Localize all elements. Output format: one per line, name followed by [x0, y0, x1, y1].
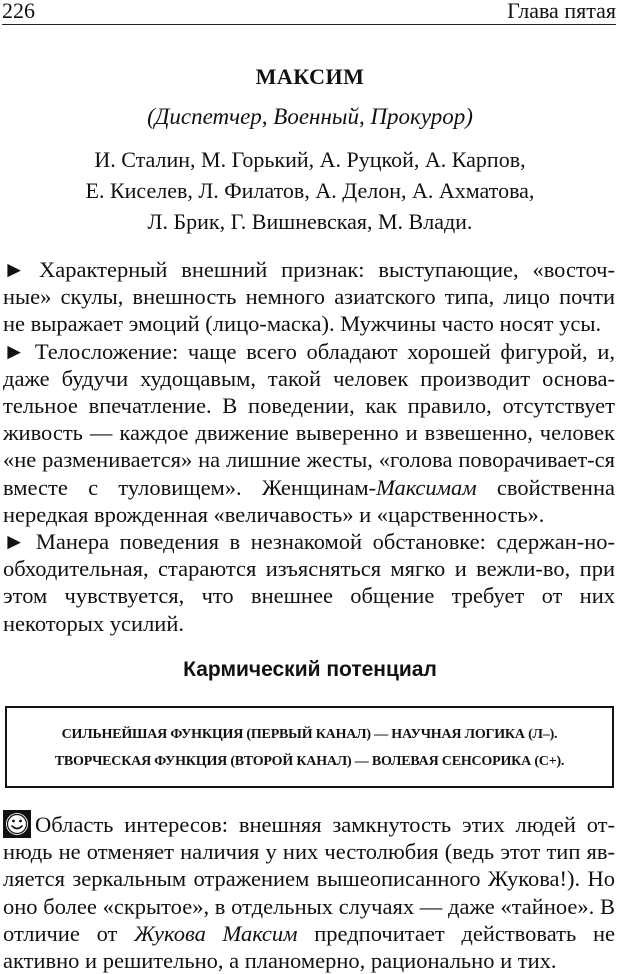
paragraph-behavior: ► Манера поведения в незнакомой обстановке: сдержан-но-обходительная, стараются изъясняться мягко и вежли-во, при этом чувствуется, что внешнее общение требует от них некоторых усилий.: [3, 529, 615, 636]
creative-function-line: ТВОРЧЕСКАЯ ФУНКЦИЯ (ВТОРОЙ КАНАЛ) — ВОЛЕВАЯ СЕНСОРИКА (С+).: [54, 754, 565, 769]
people-line: Е. Киселев, Л. Филатов, А. Делон, А. Ахматова,: [85, 178, 535, 203]
page-number: 226: [2, 0, 35, 23]
emphasis-zhukov-maxim: Жукова Максим: [134, 920, 298, 946]
paragraph-build: [3, 338, 615, 528]
paragraph-interests: [3, 810, 615, 974]
chapter-title: Глава пятая: [507, 0, 616, 23]
functions-box: [5, 706, 614, 788]
karmic-potential-heading: Кармический потенциал: [183, 658, 437, 681]
strongest-function-line: СИЛЬНЕЙШАЯ ФУНКЦИЯ (ПЕРВЫЙ КАНАЛ) — НАУЧНАЯ ЛОГИКА (Л–).: [61, 727, 558, 742]
running-head: [2, 0, 616, 25]
smiley-icon: [3, 810, 31, 838]
paragraph-build-text: ► Телосложение: чаще всего обладают хорошей фигурой, и, даже будучи худощавым, такой человек производит основа-тельное впечатление. В поведении, как правило, отсутствует живость — каждое движение выверенно и взвешенно, человек «не разменивается» на лишние жесты, «голова поворачивает-ся вместе с туловищем». Женщинам-: [3, 338, 615, 500]
description-text: [3, 256, 615, 637]
paragraph-build-text-end: свойственна нередкая врожденная «величавость» и «царственность».: [3, 474, 615, 527]
people-line: Л. Брик, Г. Вишневская, М. Влади.: [147, 209, 473, 234]
emphasis-maxim: Максимам: [376, 474, 477, 500]
interests-text-end: предпочитает действовать не активно и решительно, а планомерно, рационально и тих.: [3, 920, 615, 974]
people-line: И. Сталин, М. Горький, А. Руцкой, А. Карпов,: [94, 147, 526, 172]
paragraph-appearance: ► Характерный внешний признак: выступающие, «восточ-ные» скулы, внешность немного азиатского типа, лицо почти не выражает эмоций (лицо-маска). Мужчины часто носят усы.: [3, 257, 615, 337]
interests-text: [3, 810, 615, 974]
section-subtitle: (Диспетчер, Военный, Прокурор): [147, 104, 473, 129]
interests-text-start: Область интересов: внешняя замкнутость этих людей от-нюдь не отменяет наличия у них честолюбия (ведь этот тип яв-ляется зеркальным отражением вышеописанного Жукова!). Но оно более «скрытое», в отдельных случаях — даже «тайное». В отличие от: [3, 812, 615, 946]
section-title: МАКСИМ: [255, 64, 365, 89]
famous-people-list: [0, 144, 620, 237]
